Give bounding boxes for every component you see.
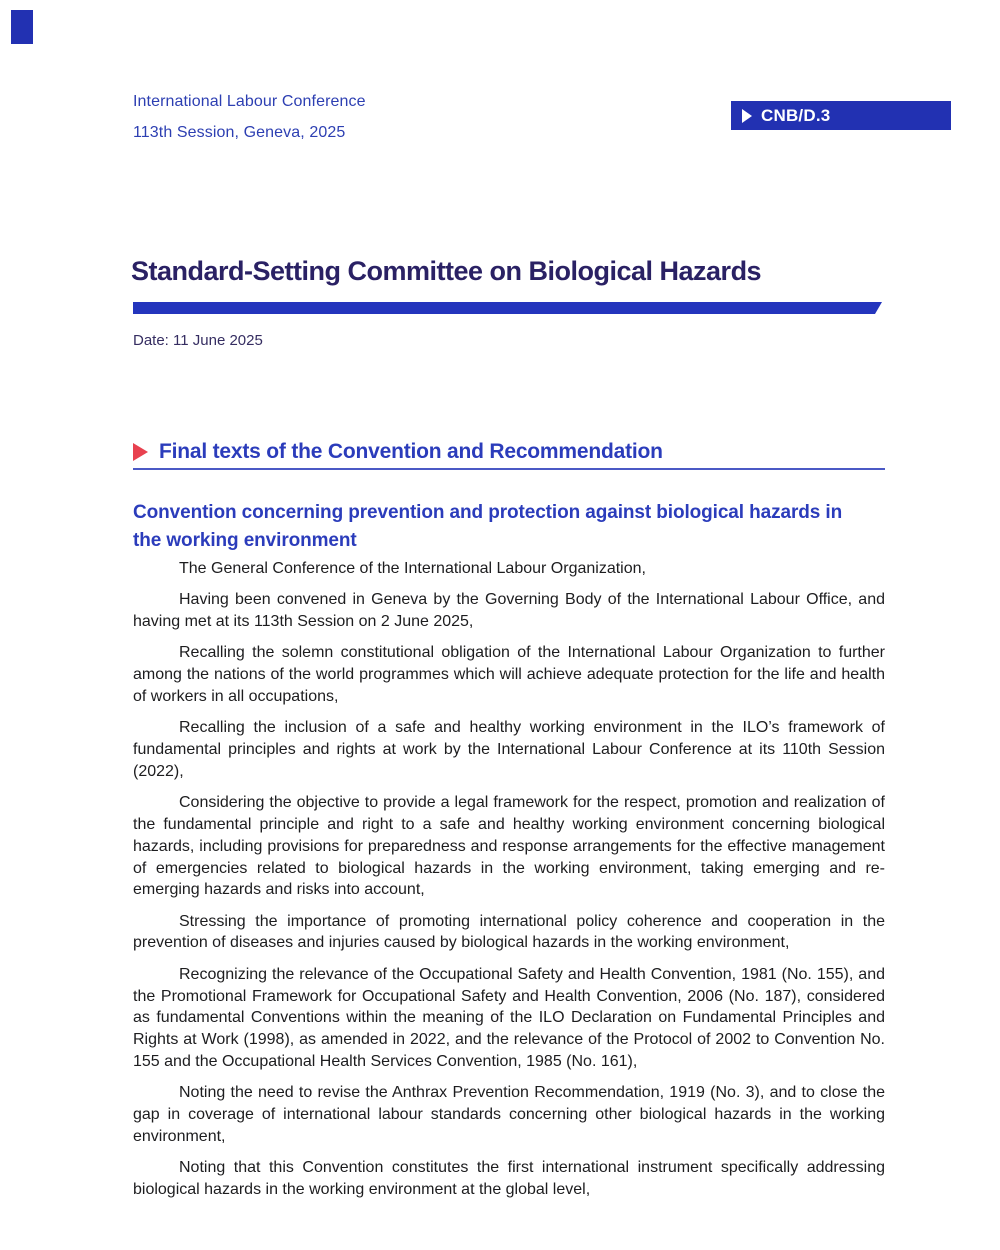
section-heading bbox=[133, 440, 893, 464]
conference-name: International Labour Conference bbox=[133, 93, 366, 110]
section-underline bbox=[133, 468, 885, 470]
session-line: 113th Session, Geneva, 2025 bbox=[133, 124, 346, 141]
preamble-paragraph: The General Conference of the International Labour Organization, bbox=[179, 560, 646, 577]
section-heading-label: Final texts of the Convention and Recommendation bbox=[159, 440, 663, 463]
preamble-paragraph: Recognizing the relevance of the Occupational Safety and Health Convention, 1981 (No. 155), and the Promotional Framework for Occupational Safety and Health Convention, 2006 (No. 187), considered as fundamental Conventions within the meaning of the ILO Declaration on Fundamental Principles and Rights at Work (1998), as amended in 2022, and the relevance of the Protocol of 2002 to Convention No. 155 and the Occupational Health Services Convention, 1985 (No. 161), bbox=[133, 965, 885, 1070]
corner-logo-mark bbox=[11, 10, 33, 44]
preamble-paragraph: Recalling the inclusion of a safe and healthy working environment in the ILO’s framework of fundamental principles and rights at work by the International Labour Conference at its 110th Session (2022), bbox=[133, 719, 885, 780]
doc-code-label: CNB/D.3 bbox=[761, 105, 831, 125]
convention-subheading: Convention concerning prevention and protection against biological hazards in the working environment bbox=[133, 502, 843, 551]
title-rule-bar bbox=[133, 302, 882, 314]
preamble-paragraph: Noting the need to revise the Anthrax Prevention Recommendation, 1919 (No. 3), and to close the gap in coverage of international labour standards concerning other biological hazards in the working environment, bbox=[133, 1084, 885, 1145]
doc-code-badge bbox=[731, 101, 951, 130]
preamble-paragraph: Considering the objective to provide a legal framework for the respect, promotion and realization of the fundamental principle and right to a safe and healthy working environment concerning biological hazards, including provisions for preparedness and response arrangements for the effective management of emergencies related to biological hazards in the working environment, taking emerging and re-emerging hazards and risks into account, bbox=[133, 794, 885, 899]
preamble-paragraph: Recalling the solemn constitutional obligation of the International Labour Organization to further among the nations of the world programmes which will achieve adequate protection for the life and health of workers in all occupations, bbox=[133, 644, 885, 705]
right-triangle-icon bbox=[742, 109, 752, 123]
preamble-paragraph: Noting that this Convention constitutes the first international instrument specifically addressing biological hazards in the working environment at the global level, bbox=[133, 1159, 885, 1198]
convention-preamble bbox=[133, 558, 885, 1210]
preamble-paragraph: Stressing the importance of promoting international policy coherence and cooperation in the prevention of diseases and injuries caused by biological hazards in the working environment, bbox=[133, 912, 885, 952]
red-arrow-icon bbox=[133, 443, 148, 461]
date-line: Date: 11 June 2025 bbox=[133, 332, 263, 349]
preamble-paragraph: Having been convened in Geneva by the Governing Body of the International Labour Office, and having met at its 113th Session on 2 June 2025, bbox=[133, 591, 885, 631]
page-title: Standard-Setting Committee on Biological Hazards bbox=[131, 256, 762, 286]
